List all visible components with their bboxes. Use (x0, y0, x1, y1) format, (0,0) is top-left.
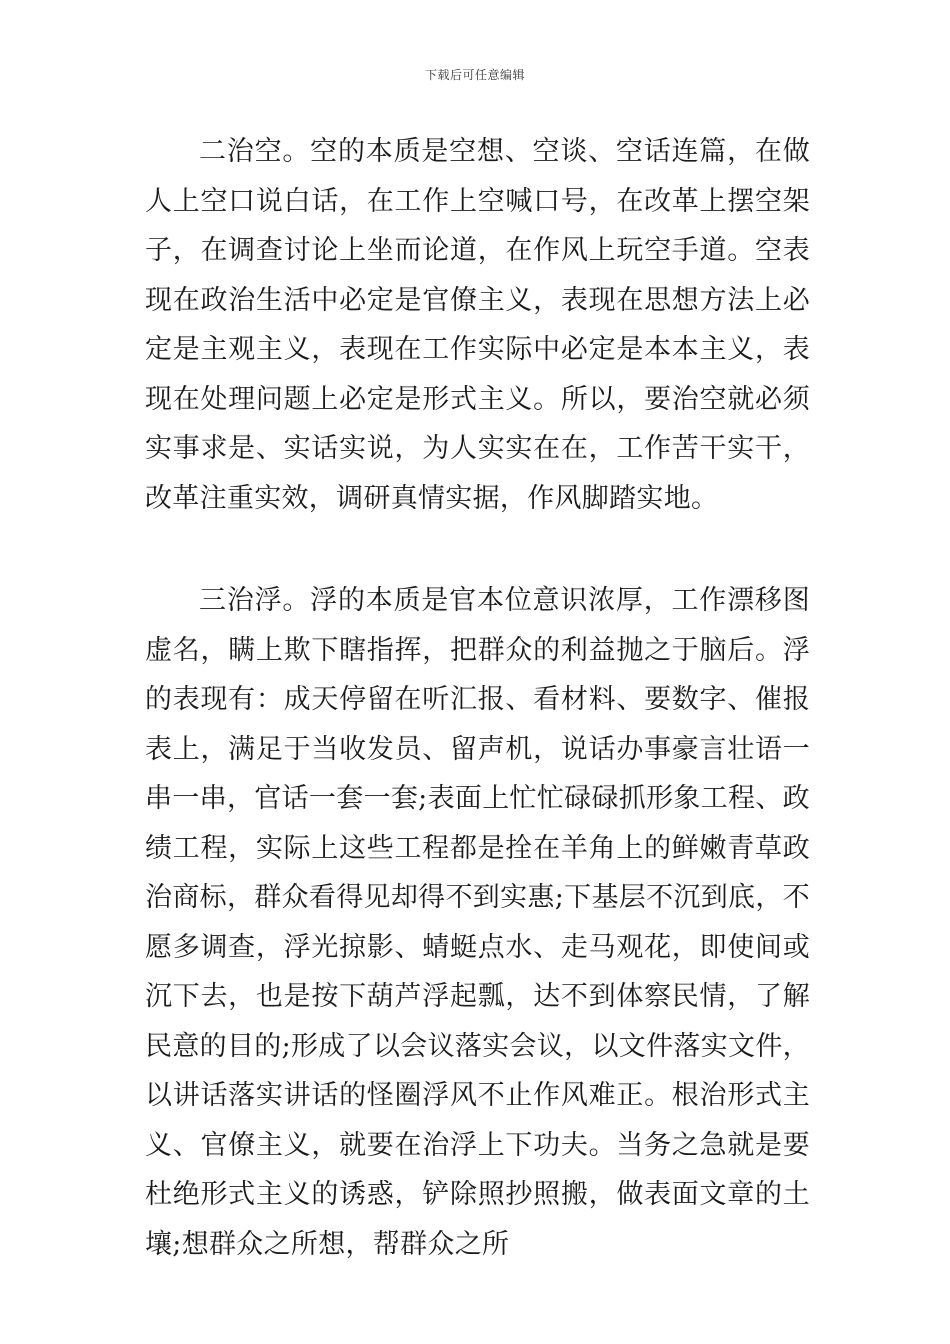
paragraph-zhi-fu: 三治浮。浮的本质是官本位意识浓厚，工作漂移图虚名，瞒上欺下瞎指挥，把群众的利益抛之于脑后。浮的表现有：成天停留在听汇报、看材料、要数字、催报表上，满足于当收发员、留声机，说话办事豪言壮语一串一串，官话一套一套;表面上忙忙碌碌抓形象工程、政绩工程，实际上这些工程都是拴在羊角上的鲜嫩青草政治商标，群众看得见却得不到实惠;下基层不沉到底，不愿多调查，浮光掠影、蜻蜓点水、走马观花，即使间或沉下去，也是按下葫芦浮起瓢，达不到体察民情，了解民意的目的;形成了以会议落实会议，以文件落实文件，以讲话落实讲话的怪圈浮风不止作风难正。根治形式主义、官僚主义，就要在治浮上下功夫。当务之急就是要杜绝形式主义的诱惑，铲除照抄照搬，做表面文章的土壤;想群众之所想，帮群众之所 (145, 585, 810, 1260)
paragraph-zhi-kong: 二治空。空的本质是空想、空谈、空话连篇，在做人上空口说白话，在工作上空喊口号，在改革上摆空架子，在调查讨论上坐而论道，在作风上玩空手道。空表现在政治生活中必定是官僚主义，表现在思想方法上必定是主观主义，表现在工作实际中必定是本本主义，表现在处理问题上必定是形式主义。所以，要治空就必须实事求是、实话实说，为人实实在在，工作苦干实干，改革注重实效，调研真情实据，作风脚踏实地。 (145, 136, 810, 514)
header-note: 下载后可任意编辑 (424, 68, 525, 82)
